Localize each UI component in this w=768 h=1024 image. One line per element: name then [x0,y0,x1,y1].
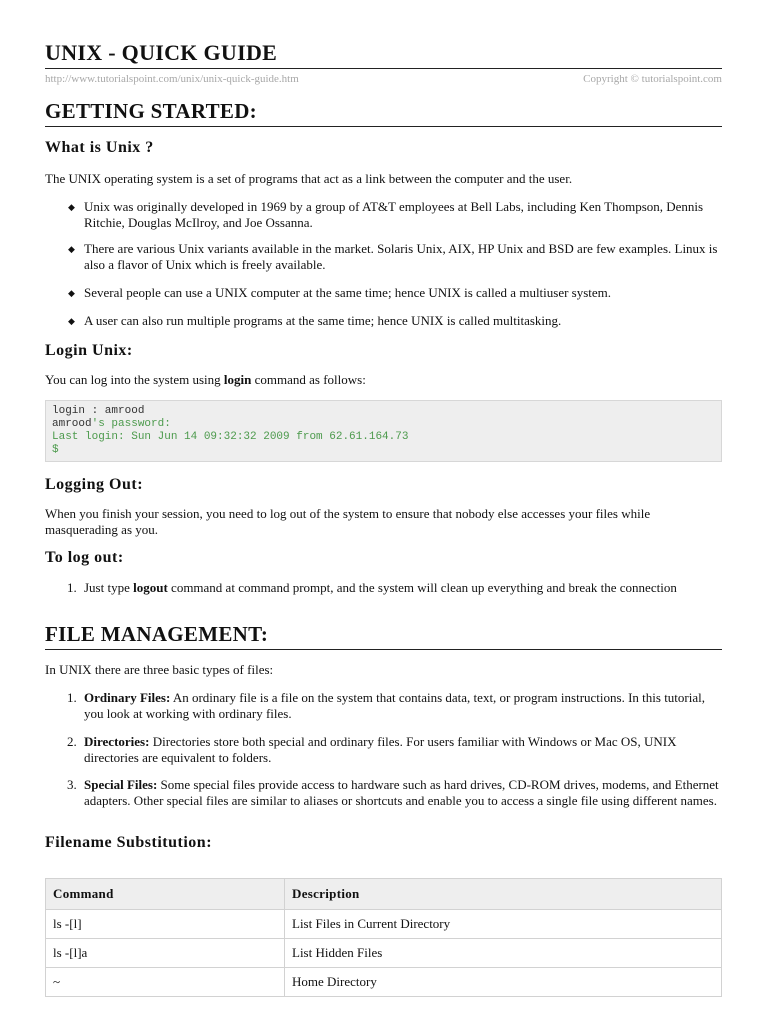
file-types-list [45,777,722,809]
source-url[interactable]: http://www.tutorialspoint.com/unix/unix-quick-guide.htm [45,73,299,85]
unix-facts-list [45,285,722,301]
table-header-row [46,879,722,910]
code-line: $ [52,444,59,456]
file-types-intro: In UNIX there are three basic types of files: [45,662,274,677]
list-number: 2. [67,734,77,749]
bullet-icon: ◆ [68,288,75,298]
section-divider [45,649,722,650]
code-line: amrood's password: [52,418,171,430]
page-title: UNIX - QUICK GUIDE [45,40,278,65]
list-item: ◆ There are various Unix variants available in the market. Solaris Unix, AIX, HP Unix and BSD are few examples. Linux is also a flavor of Unix which is freely available. [68,241,718,272]
section-heading-getting-started: GETTING STARTED: [45,99,257,123]
list-number: 3. [67,777,77,792]
unix-facts-list [45,241,722,273]
subheading-what-is-unix: What is Unix ? [45,139,154,156]
bullet-icon: ◆ [68,202,75,212]
list-number: 1. [67,690,77,705]
column-header-command: Command [46,879,285,910]
code-line: login : amrood [52,405,145,417]
code-block [45,400,722,462]
copyright-notice: Copyright © tutorialspoint.com [583,73,722,85]
table-cell: ls -[l]a [46,939,285,968]
unix-facts-list [45,199,722,242]
list-item: ◆ Unix was originally developed in 1969 by a group of AT&T employees at Bell Labs, including Ken Thompson, Dennis Ritchie, Douglas McIlroy, and Joe Ossanna. [68,199,704,230]
list-item: 2. Directories: Directories store both special and ordinary files. For users familiar with Windows or Mac OS, UNIX directories are equivalent to folders. [67,734,677,765]
login-intro: You can log into the system using login command as follows: [45,372,366,387]
bullet-icon: ◆ [68,316,75,326]
table-cell: Home Directory [285,968,722,997]
table-row [46,910,722,939]
title-divider [45,68,722,69]
unix-facts-list [45,313,722,329]
logging-out-text: When you finish your session, you need to log out of the system to ensure that nobody else accesses your files while masquerading as you. [45,506,651,537]
list-item: 1. Just type logout command at command prompt, and the system will clean up everything and break the connection [67,580,677,595]
subheading-logging-out: Logging Out: [45,476,144,493]
table-cell: List Hidden Files [285,939,722,968]
source-line [45,73,722,85]
file-types-list [45,690,722,722]
table-cell: List Files in Current Directory [285,910,722,939]
column-header-description: Description [285,879,722,910]
list-item: 3. Special Files: Some special files provide access to hardware such as hard drives, CD-ROM drives, modems, and Ethernet adapters. Other special files are similar to aliases or shortcuts and enable you to access a single file using different names. [67,777,719,808]
filename-substitution-table [45,878,722,997]
bullet-icon: ◆ [68,244,75,254]
list-item: 1. Ordinary Files: An ordinary file is a file on the system that contains data, text, or program instructions. In this tutorial, you look at working with ordinary files. [67,690,705,721]
subheading-login-unix: Login Unix: [45,342,133,359]
table-row [46,968,722,997]
table-row [46,939,722,968]
table-cell: ~ [46,968,285,997]
section-divider [45,126,722,127]
list-item: ◆ A user can also run multiple programs at the same time; hence UNIX is called multitasking. [68,313,562,328]
section-heading-file-management: FILE MANAGEMENT: [45,622,269,646]
list-item: ◆ Several people can use a UNIX computer at the same time; hence UNIX is called a multiuser system. [68,285,612,300]
file-types-list [45,734,722,766]
subheading-to-log-out: To log out: [45,549,124,566]
table-cell: ls -[l] [46,910,285,939]
subheading-filename-substitution: Filename Substitution: [45,834,213,851]
what-is-unix-intro: The UNIX operating system is a set of programs that act as a link between the computer and the user. [45,171,573,186]
code-line: Last login: Sun Jun 14 09:32:32 2009 from 62.61.164.73 [52,431,409,443]
logout-steps-list [45,580,722,596]
list-number: 1. [67,580,77,595]
